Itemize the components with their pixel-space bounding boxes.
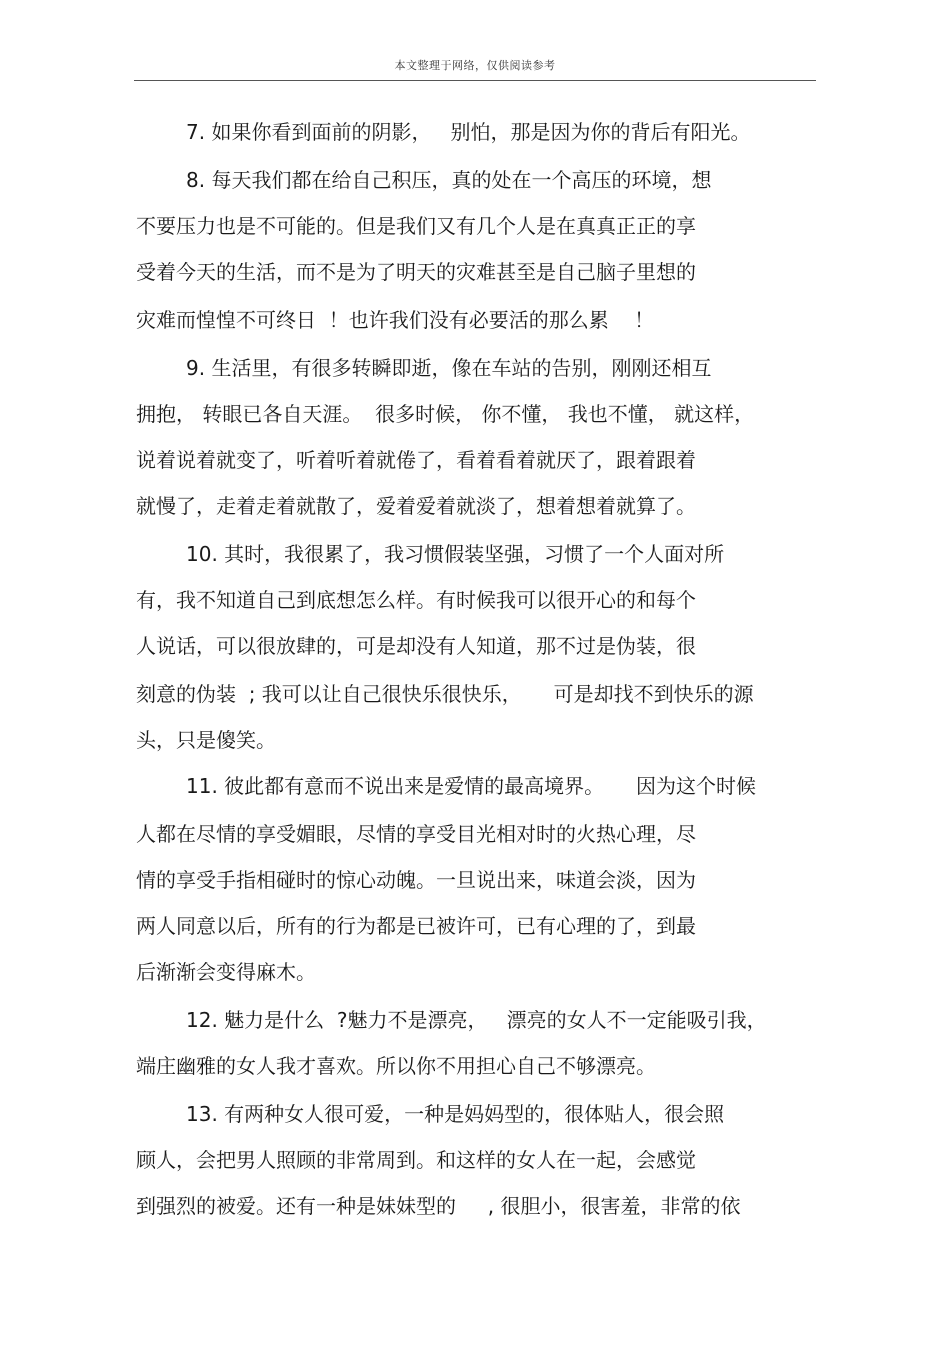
- text-line: 刻意的伪装 ; 我可以让自己很快乐很快乐， 可是却找不到快乐的源: [136, 682, 754, 706]
- text-line: 10. 其时，我很累了，我习惯假装坚强，习惯了一个人面对所: [186, 542, 725, 566]
- text-line: 8. 每天我们都在给自己积压，真的处在一个高压的环境，想: [186, 168, 712, 192]
- text-line: 灾难而惶惶不可终日 ！也许我们没有必要活的那么累 ！: [136, 308, 655, 332]
- text-line: 顾人，会把男人照顾的非常周到。和这样的女人在一起，会感觉: [136, 1148, 696, 1172]
- text-line: 12. 魅力是什么 ?魅力不是漂亮， 漂亮的女人不一定能吸引我，: [186, 1008, 767, 1032]
- page-header: 本文整理于网络，仅供阅读参考: [394, 59, 556, 72]
- text-line: 9. 生活里，有很多转瞬即逝，像在车站的告别，刚刚还相互: [186, 356, 712, 380]
- text-line: 受着今天的生活，而不是为了明天的灾难甚至是自己脑子里想的: [136, 260, 696, 284]
- text-line: 11. 彼此都有意而不说出来是爱情的最高境界。 因为这个时候: [186, 774, 756, 798]
- text-line: 人说话，可以很放肆的，可是却没有人知道，那不过是伪装，很: [136, 634, 696, 658]
- text-line: 13. 有两种女人很可爱，一种是妈妈型的，很体贴人，很会照: [186, 1102, 725, 1126]
- text-line: 说着说着就变了，听着听着就倦了，看着看着就厌了，跟着跟着: [136, 448, 696, 472]
- text-line: 两人同意以后，所有的行为都是已被许可，已有心理的了，到最: [136, 914, 696, 938]
- text-line: 拥抱， 转眼已各自天涯。 很多时候， 你不懂， 我也不懂， 就这样，: [136, 402, 755, 426]
- text-line: 人都在尽情的享受媚眼，尽情的享受目光相对时的火热心理，尽: [136, 822, 696, 846]
- text-line: 有，我不知道自己到底想怎么样。有时候我可以很开心的和每个: [136, 588, 696, 612]
- text-line: 不要压力也是不可能的。但是我们又有几个人是在真真正正的享: [136, 214, 696, 238]
- text-line: 头，只是傻笑。: [136, 728, 276, 752]
- text-line: 7. 如果你看到面前的阴影， 别怕，那是因为你的背后有阳光。: [186, 120, 751, 144]
- text-line: 就慢了，走着走着就散了，爱着爱着就淡了，想着想着就算了。: [136, 494, 696, 518]
- text-line: 后渐渐会变得麻木。: [136, 960, 316, 984]
- text-line: 到强烈的被爱。还有一种是妹妹型的 , 很胆小，很害羞，非常的依: [136, 1194, 741, 1218]
- text-line: 端庄幽雅的女人我才喜欢。所以你不用担心自己不够漂亮。: [136, 1054, 656, 1078]
- text-line: 情的享受手指相碰时的惊心动魄。一旦说出来，味道会淡，因为: [136, 868, 696, 892]
